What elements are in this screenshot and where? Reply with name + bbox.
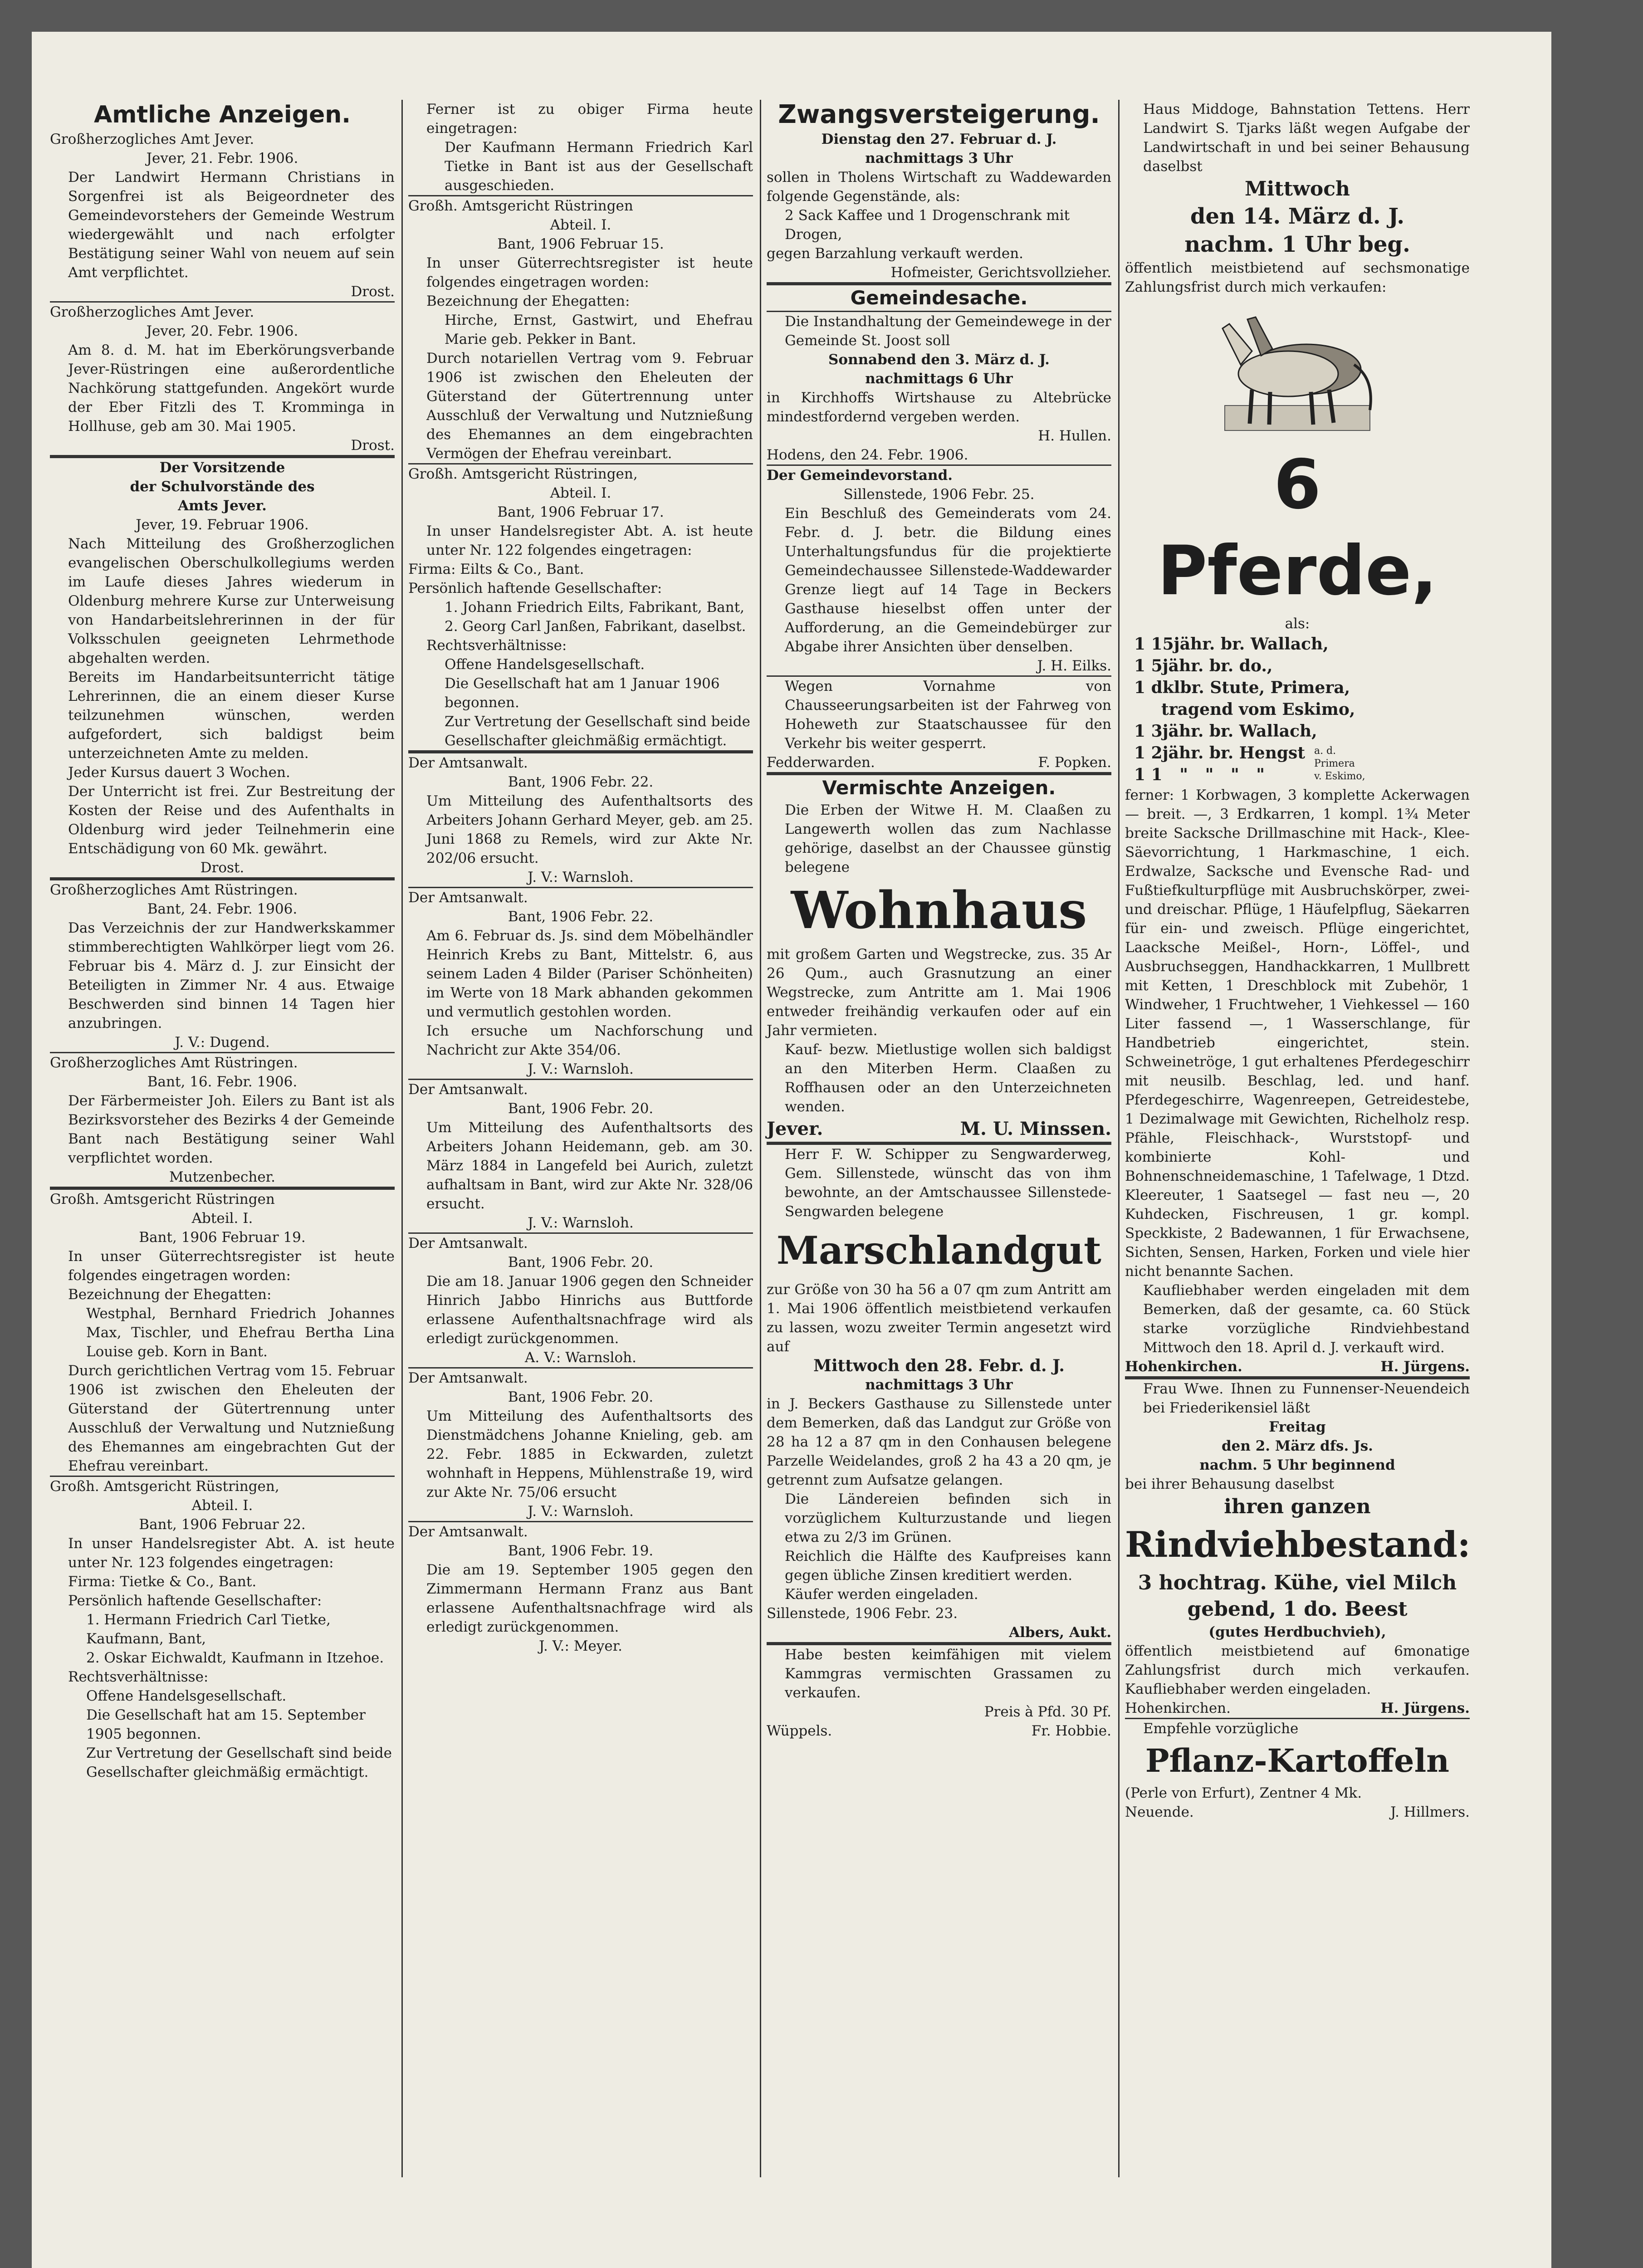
divider: [50, 1187, 395, 1190]
column-rule: [401, 100, 403, 2177]
column-3: [767, 100, 1111, 1740]
pferde-display: 6 Pferde,: [1157, 445, 1438, 611]
divider: [50, 877, 395, 880]
notice: Herr F. W. Schipper zu Sengwarderweg, Gem. Sillenstede, wünscht das von ihm bewohnte, an der Amtschaussee Sillenstede-Sengwarden belegene Marschlandgut zur Größe von 30 ha 56 a 07 qm zum Antritt am 1. Mai 1906 öffentlich meistbietend verkaufen zu lassen, wozu zweiter Termin angesetzt wird auf Mittwoch den 28. Febr. d. J. nachmittags 3 Uhr in J. Beckers Gasthause zu Sillenstede unter dem Bemerken, daß das Landgut zur Größe von 28 ha 12 a 87 qm in den Conhausen belegene Parzelle Weidelandes, groß 2 ha 43 a 20 qm, je getrennt zum Aufsatze gelangen. Die Ländereien befinden sich in vorzüglichem Kulturzustande und liegen etwa zu 2/3 im Grünen. Reichlich die Hälfte des Kaufpreises kann gegen übliche Zinsen kreditiert werden. Käufer werden eingeladen. Sillenstede, 1906 Febr. 23. Albers, Aukt.: [767, 1146, 1111, 1641]
divider: [50, 455, 395, 458]
marschlandgut-display: Marschlandgut: [777, 1228, 1101, 1273]
divider: [767, 1142, 1111, 1145]
divider: [1125, 1376, 1470, 1379]
notice: Der Amtsanwalt. Bant, 1906 Febr. 22. Am 6. Februar ds. Js. sind dem Möbelhändler Heinrich Krebs zu Bant, Mittelstr. 6, aus seinem Laden 4 Bilder (Pariser Schönheiten) im Werte von 18 Mark abhanden gekommen und vermutlich gestohlen worden. Ich ersuche um Nachforschung und Nachricht zur Akte 354/06. J. V.: Warnsloh.: [408, 890, 753, 1077]
notice: Die Instandhaltung der Gemeindewege in der Gemeinde St. Joost soll Sonnabend den 3. März d. J. nachmittags 6 Uhr in Kirchhoffs Wirtshause zu Altebrücke mindestfordernd vergeben werden. H. Hullen. Hodens, den 24. Febr. 1906.: [767, 313, 1111, 463]
notice: Der Gemeindevorstand. Sillenstede, 1906 Febr. 25. Ein Beschluß des Gemeinderats vom 24. Febr. d. J. betr. die Bildung eines Unterhaltungsfundus für die projektierte Gemeindechaussee Sillenstede-Waddewarder Grenze liegt auf 14 Tage in Beckers Gasthause hieselbst offen unter der Aufforderung, an die Gemeindebürger zur Abgabe ihrer Ansichten über denselben. J. H. Eilks.: [767, 467, 1111, 674]
notice: Dienstag den 27. Februar d. J. nachmittags 3 Uhr sollen in Tholens Wirtschaft zu Waddewarden folgende Gegenstände, als: 2 Sack Kaffee und 1 Drogenschrank mit Drogen, gegen Barzahlung verkauft werden. Hofmeister, Gerichtsvollzieher.: [767, 131, 1111, 281]
section-heading: Vermischte Anzeigen.: [822, 777, 1056, 799]
notice: Großherzogliches Amt Jever. Jever, 20. Febr. 1906. Am 8. d. M. hat im Eberkörungsverbande Jever-Rüstringen eine außerordentliche Nachkörung stattgefunden. Angekört wurde der Eber Fitzli des T. Kromminga in Hollhuse, geb am 30. Mai 1905. Drost.: [50, 304, 395, 454]
divider: [767, 1642, 1111, 1645]
horses-illustration-icon: [1198, 301, 1397, 437]
newspaper-page: [32, 32, 1551, 2268]
rindviehbestand-display: Rindviehbestand:: [1125, 1524, 1471, 1565]
notice: Großh. Amtsgericht Rüstringen Abteil. I. Bant, 1906 Februar 19. In unser Güterrechtsregister ist heute folgendes eingetragen worden: Bezeichnung der Ehegatten: Westphal, Bernhard Friedrich Johannes Max, Tischler, und Ehefrau Bertha Lina Louise geb. Korn in Bant. Durch gerichtlichen Vertrag vom 15. Februar 1906 ist zwischen den Eheleuten der Güterstand der Gütertrennung unter Ausschluß der Verwaltung und Nutznießung des Ehemannes am eingebrachten Gut der Ehefrau vereinbart.: [50, 1191, 395, 1474]
notice: Großherzogliches Amt Rüstringen. Bant, 16. Febr. 1906. Der Färbermeister Joh. Eilers zu Bant ist als Bezirksvorsteher des Bezirks 4 der Gemeinde Bant nach Bestätigung seiner Wahl verpflichtet worden. Mutzenbecher.: [50, 1055, 395, 1185]
notice: Der Amtsanwalt. Bant, 1906 Febr. 22. Um Mitteilung des Aufenthaltsorts des Arbeiters Johann Gerhard Meyer, geb. am 25. Juni 1868 zu Remels, wird zur Akte Nr. 202/06 ersucht. J. V.: Warnsloh.: [408, 755, 753, 885]
notice: Der Amtsanwalt. Bant, 1906 Febr. 19. Die am 19. September 1905 gegen den Zimmermann Hermann Franz aus Bant erlassene Aufenthaltsnachfrage wird als erledigt zurückgenommen. J. V.: Meyer.: [408, 1524, 753, 1654]
wohnhaus-display: Wohnhaus: [791, 881, 1087, 940]
notice: Großh. Amtsgericht Rüstringen, Abteil. I. Bant, 1906 Februar 17. In unser Handelsregister Abt. A. ist heute unter Nr. 122 folgendes eingetragen: Firma: Eilts & Co., Bant. Persönlich haftende Gesellschafter: 1. Johann Friedrich Eilts, Fabrikant, Bant, 2. Georg Carl Janßen, Fabrikant, daselbst. Rechtsverhältnisse: Offene Handelsgesellschaft. Die Gesellschaft hat am 1 Januar 1906 begonnen. Zur Vertretung der Gesellschaft sind beide Gesellschafter gleichmäßig ermächtigt.: [408, 466, 753, 749]
notice: Die Erben der Witwe H. M. Claaßen zu Langewerth wollen das zum Nachlasse gehörige, daselbst an der Chaussee günstig belegene Wohnhaus mit großem Garten und Wegstrecke, zus. 35 Ar 26 Qum., auch Grasnutzung an einer Wegstrecke, zum Antritte am 1. Mai 1906 entweder freihändig verkaufen oder auf ein Jahr vermieten. Kauf- bezw. Mietlustige wollen sich baldigst an den Miterben Herm. Claaßen zu Roffhausen oder an den Unterzeichneten wenden. Jever. M. U. Minssen.: [767, 802, 1111, 1139]
notice: Großherzogliches Amt Jever. Jever, 21. Febr. 1906. Der Landwirt Hermann Christians in Sorgenfrei ist als Beigeordneter des Gemeindevorstehers der Gemeinde Westrum wiedergewählt und nach erfolgter Bestätigung seiner Wahl von neuem auf sein Amt verpflichtet. Drost.: [50, 131, 395, 300]
divider: [408, 750, 753, 753]
divider: [767, 282, 1111, 285]
kartoffeln-display: Pflanz-Kartoffeln: [1145, 1742, 1450, 1779]
notice: Habe besten keimfähigen mit vielem Kammgras vermischten Grassamen zu verkaufen. Preis à Pfd. 30 Pf. Wüppels. Fr. Hobbie.: [767, 1647, 1111, 1739]
notice: Frau Wwe. Ihnen zu Funnenser-Neuendeich bei Friederikensiel läßt Freitag den 2. März dfs. Js. nachm. 5 Uhr beginnend bei ihrer Behausung daselbst ihren ganzen Rindviehbestand: 3 hochtrag. Kühe, viel Milch gebend, 1 do. Beest (gutes Herdbuchvieh), öffentlich meistbietend auf 6monatige Zahlungsfrist durch mich verkaufen. Kaufliebhaber werden eingeladen. Hohenkirchen. H. Jürgens.: [1125, 1381, 1471, 1716]
column-1: [50, 100, 395, 1782]
notice: Der Vorsitzende der Schulvorstände des Amts Jever. Jever, 19. Februar 1906. Nach Mitteilung des Großherzoglichen evangelischen Oberschulkollegiums werden im Laufe dieses Jahres wiederum in Oldenburg mehrere Kurse zur Unterweisung von Handarbeitslehrerinnen in der für Volksschulen geeigneten Lehrmethode abgehalten werden. Bereits im Handarbeitsunterricht tätige Lehrerinnen, die an einem dieser Kurse teilzunehmen wünschen, werden aufgefordert, sich baldigst beim unterzeichneten Amte zu melden. Jeder Kursus dauert 3 Wochen. Der Unterricht ist frei. Zur Bestreitung der Kosten der Reise und des Aufenthalts in Oldenburg wird jeder Teilnehmerin eine Entschädigung von 60 Mk. gewährt. Drost.: [68, 459, 395, 876]
notice: Großh. Amtsgericht Rüstringen Abteil. I. Bant, 1906 Februar 15. In unser Güterrechtsregister ist heute folgendes eingetragen worden: Bezeichnung der Ehegatten: Hirche, Ernst, Gastwirt, und Ehefrau Marie geb. Pekker in Bant. Durch notariellen Vertrag vom 9. Februar 1906 ist zwischen den Eheleuten der Güterstand der Gütertrennung unter Ausschluß der Verwaltung und Nutznießung des Ehemannes an dem eingebrachten Vermögen der Ehefrau vereinbart.: [408, 198, 753, 462]
notice: Ferner ist zu obiger Firma heute eingetragen: Der Kaufmann Hermann Friedrich Karl Tietke in Bant ist aus der Gesellschaft ausgeschieden.: [426, 101, 753, 194]
section-heading: Zwangsversteigerung.: [778, 100, 1100, 129]
notice: Der Amtsanwalt. Bant, 1906 Febr. 20. Um Mitteilung des Aufenthaltsorts des Dienstmädchens Johanne Knieling, geb. am 22. Febr. 1885 in Eckwarden, zuletzt wohnhaft in Heppens, Mühlenstraße 19, wird zur Akte Nr. 75/06 ersucht J. V.: Warnsloh.: [408, 1370, 753, 1520]
notice: Wegen Vornahme von Chausseerungsarbeiten ist der Fahrweg von Hoheweth zur Staatschaussee für den Verkehr bis weiter gesperrt. Fedderwarden. F. Popken.: [767, 678, 1111, 771]
divider: [767, 772, 1111, 775]
column-rule: [1118, 100, 1120, 2177]
notice: Großherzogliches Amt Rüstringen. Bant, 24. Febr. 1906. Das Verzeichnis der zur Handwerkskammer stimmberechtigten Wahlkörper liegt vom 26. Februar bis 4. März d. J. zur Einsicht der Beteiligten in Zimmer Nr. 4 aus. Etwaige Beschwerden sind binnen 14 Tagen hier anzubringen. J. V.: Dugend.: [50, 882, 395, 1051]
notice: Der Amtsanwalt. Bant, 1906 Febr. 20. Um Mitteilung des Aufenthaltsorts des Arbeiters Johann Heidemann, geb. am 30. März 1884 in Langefeld bei Aurich, zuletzt aufhaltsam in Bant, wird zur Akte Nr. 328/06 ersucht. J. V.: Warnsloh.: [408, 1081, 753, 1231]
column-2: [408, 100, 753, 1656]
notice: Haus Middoge, Bahnstation Tettens. Herr Landwirt S. Tjarks läßt wegen Aufgabe der Landwirtschaft in und bei seiner Behausung daselbst Mittwoch den 14. März d. J. nachm. 1 Uhr beg. öffentlich meistbietend auf sechsmonatige Zahlungsfrist durch mich verkaufen: 6 Pferde, als: 1 15jähr. br. Wallach, 1 5jähr. br. do., 1 dklbr. Stute, Primera, tragend vom Eskimo, 1 3jähr. br. Wallach, 1 2jähr. br. Hengst 1 1 " " " " a. d. Primera v. Eskimo, ferner: 1 Korbwagen, 3 komplette Ackerwagen — breit. —, 3 Erdkarren, 1 kompl. 1¾ Meter breite Sacksche Drillmaschine mit Hack-, Klee- Säevorrichtung, 1 Harkmaschine, 1 eich. Erdwalze, Sacksche und Evensche Rad- und Fußtiefkulturpflüge mit Ausbruchskörper, zwei- und dreischar. Pflüge, 1 Häufelpflug, Säekarren für ein- und zweisch. Pflüge eingerichtet, Laacksche Meißel-, Horn-, Löffel-, und Ausbruchseggen, Handhackkarren, 1 Mullbrett mit Ketten, 1 Dreschblock mit Zubehör, 1 Windweher, 1 Fruchtweher, 1 Viehkessel — 160 Liter fassend —, 1 Wasserschlange, für Handbetrieb eingerichtet, stein. Schweinetröge, 1 gut erhaltenes Pferdegeschirr mit neusilb. Beschlag, led. und hanf. Pferdegeschirre, Wagenreepen, Getreidestebe, 1 Dezimalwage mit Gewichten, Richelholz resp. Pfähle, Fleischhack-, Wurststopf- und kombinierte Kohl- und Bohnenschneidemaschine, 1 Tafelwage, 1 Dtzd. Kleereuter, 1 Saatsegel — fast neu —, 20 Kuhdecken, Fischreusen, 1 gr. kompl. Speckkiste, 2 Badewannen, 1 für Erwachsene, Sichten, Sensen, Harken, Forken und viele hier nicht benannte Sachen. Kaufliebhaber werden eingeladen mit dem Bemerken, daß der gesamte, ca. 60 Stück starke vorzügliche Rindviehbestand Mittwoch den 18. April d. J. verkauft wird. Hohenkirchen. H. Jürgens.: [1125, 101, 1470, 1375]
column-4: [1125, 100, 1470, 1822]
notice: Empfehle vorzügliche Pflanz-Kartoffeln (Perle von Erfurt), Zentner 4 Mk. Neuende. J. Hillmers.: [1125, 1721, 1470, 1820]
section-heading: Amtliche Anzeigen.: [93, 101, 351, 128]
column-rule: [760, 100, 761, 2177]
section-heading: Gemeindesache.: [850, 287, 1028, 309]
horse-list: 1 15jähr. br. Wallach, 1 5jähr. br. do., 1 dklbr. Stute, Primera, tragend vom Eskimo, 1 3jähr. br. Wallach, 1 2jähr. br. Hengst 1 1 " " " " a. d. Primera v. Eskimo,: [1134, 635, 1365, 784]
notice: Der Amtsanwalt. Bant, 1906 Febr. 20. Die am 18. Januar 1906 gegen den Schneider Hinrich Jabbo Hinrichs aus Buttforde erlassene Aufenthaltsnachfrage wird als erledigt zurückgenommen. A. V.: Warnsloh.: [408, 1235, 753, 1366]
notice: Großh. Amtsgericht Rüstringen, Abteil. I. Bant, 1906 Februar 22. In unser Handelsregister Abt. A. ist heute unter Nr. 123 folgendes eingetragen: Firma: Tietke & Co., Bant. Persönlich haftende Gesellschafter: 1. Hermann Friedrich Carl Tietke, Kaufmann, Bant, 2. Oskar Eichwaldt, Kaufmann in Itzehoe. Rechtsverhältnisse: Offene Handelsgesellschaft. Die Gesellschaft hat am 15. September 1905 begonnen. Zur Vertretung der Gesellschaft sind beide Gesellschafter gleichmäßig ermächtigt.: [50, 1478, 395, 1780]
